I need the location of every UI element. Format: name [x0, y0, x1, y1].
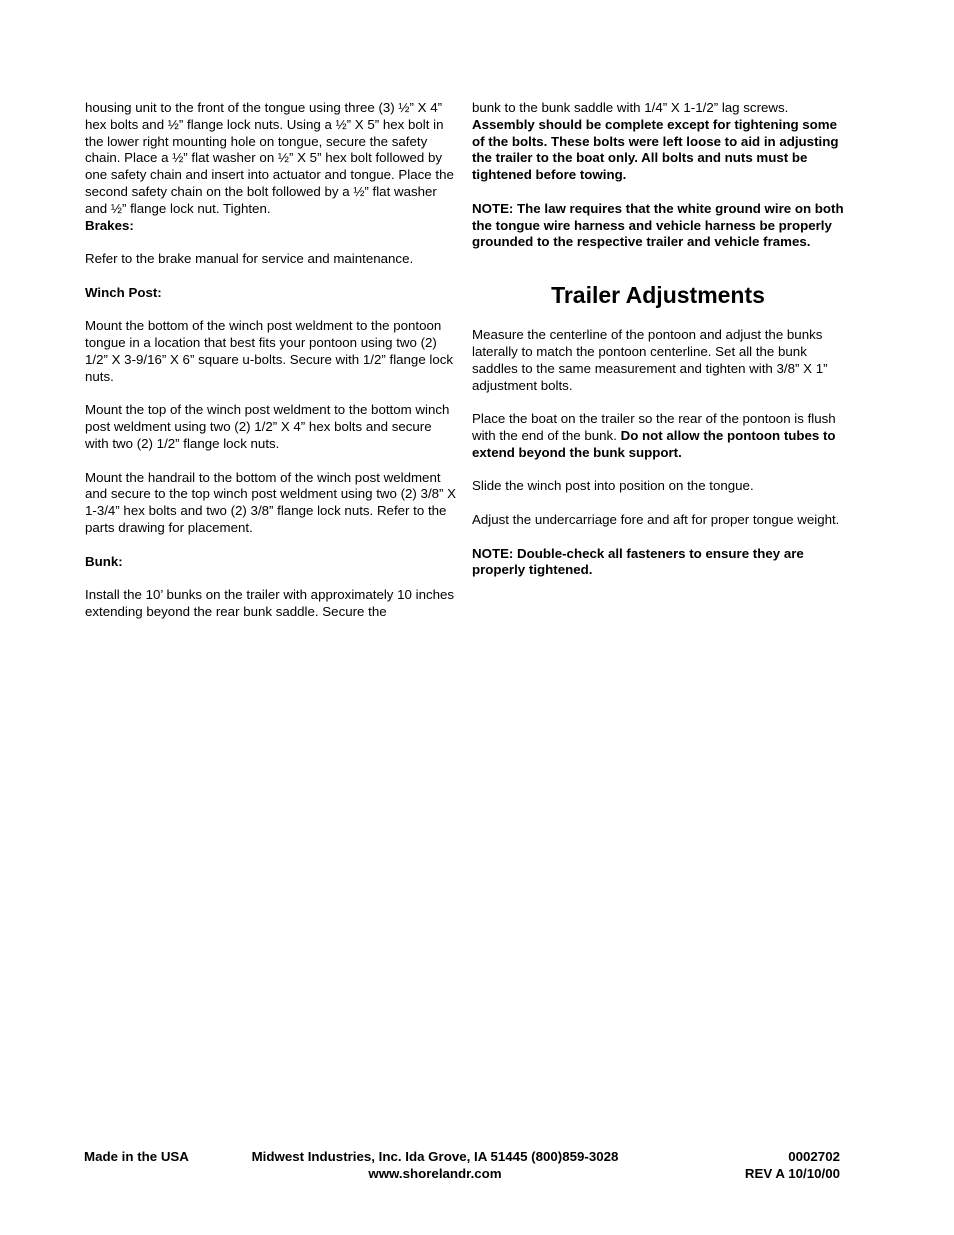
company-info: Midwest Industries, Inc. Ida Grove, IA 51445 (800)859-3028 [251, 1149, 619, 1164]
winch-post-paragraph-2: Mount the top of the winch post weldment to the bottom winch post weldment using two (2) 1/2” X 4” hex bolts and secure with two (2) 1/2” flange lock nuts. [85, 402, 450, 451]
winch-post-paragraph-3: Mount the handrail to the bottom of the winch post weldment and secure to the top winch post weldment using two (2) 3/8” X 1-3/4” hex bolts and two (2) 3/8” flange lock nuts. Refer to the parts drawing for placement. [85, 469, 457, 535]
housing-paragraph: housing unit to the front of the tongue using three (3) ½” X 4” hex bolts and ½” flange lock nuts. Using a ½” X 5” hex bolt in the lower right mounting hole on tongue, secure the safety chain. Place a ½” flat washer on ½” X 5” hex bolt followed by one safety chain and insert into actuator and tongue. Place the second safety chain on the bolt followed by a ½” flat washer and ½” flange lock nut. Tighten. [85, 100, 454, 216]
assembly-paragraph [472, 100, 844, 184]
adjustment-paragraph-2 [472, 411, 844, 461]
fasteners-note: NOTE: Double-check all fasteners to ensure they are properly tightened. [472, 545, 804, 578]
right-column [472, 100, 844, 579]
adjustment-text: Place the boat on the trailer so the rear of the pontoon is flush with the end of the bunk. [472, 411, 836, 443]
section-title: Trailer Adjustments [551, 282, 765, 309]
part-number: 0002702 [788, 1149, 840, 1164]
adjustment-paragraph-1: Measure the centerline of the pontoon and adjust the bunks laterally to match the pontoon centerline. Set all the bunk saddles to the same measurement and tighten with 3/8” X 1” adjustment bolts. [472, 327, 828, 393]
footer-document-info [700, 1148, 840, 1182]
winch-post-paragraph-1: Mount the bottom of the winch post weldment to the pontoon tongue in a location that best fits your pontoon using two (2) 1/2” X 3-9/16” X 6” square u-bolts. Secure with 1/2” flange lock nuts. [85, 318, 454, 384]
footer-made-in: Made in the USA [84, 1149, 189, 1164]
winch-post-heading: Winch Post: [85, 284, 162, 300]
left-column [85, 100, 457, 621]
brakes-paragraph: Refer to the brake manual for service and maintenance. [85, 251, 414, 267]
bunk-paragraph: Install the 10’ bunks on the trailer with approximately 10 inches extending beyond the rear bunk saddle. Secure the [85, 587, 455, 619]
website-link: www.shorelandr.com [368, 1166, 502, 1181]
adjustment-bold-text: Do not allow the pontoon tubes to extend beyond the bunk support. [472, 427, 836, 460]
assembly-bold-text: Assembly should be complete except for tightening some of the bolts. These bolts were left loose to aid in adjusting the trailer to the boat only. All bolts and nuts must be tightened before towing. [472, 116, 839, 183]
brakes-heading: Brakes: [85, 217, 134, 233]
adjustment-paragraph-4: Adjust the undercarriage fore and aft for proper tongue weight. [472, 511, 840, 527]
assembly-text: bunk to the bunk saddle with 1/4” X 1-1/2” lag screws. [472, 100, 789, 115]
revision: REV A 10/10/00 [744, 1166, 840, 1181]
ground-wire-note: NOTE: The law requires that the white ground wire on both the tongue wire harness and vehicle harness be properly grounded to the respective trailer and vehicle frames. [472, 200, 844, 250]
footer-company [240, 1148, 630, 1182]
bunk-heading: Bunk: [85, 553, 123, 569]
adjustment-paragraph-3: Slide the winch post into position on the tongue. [472, 478, 754, 494]
